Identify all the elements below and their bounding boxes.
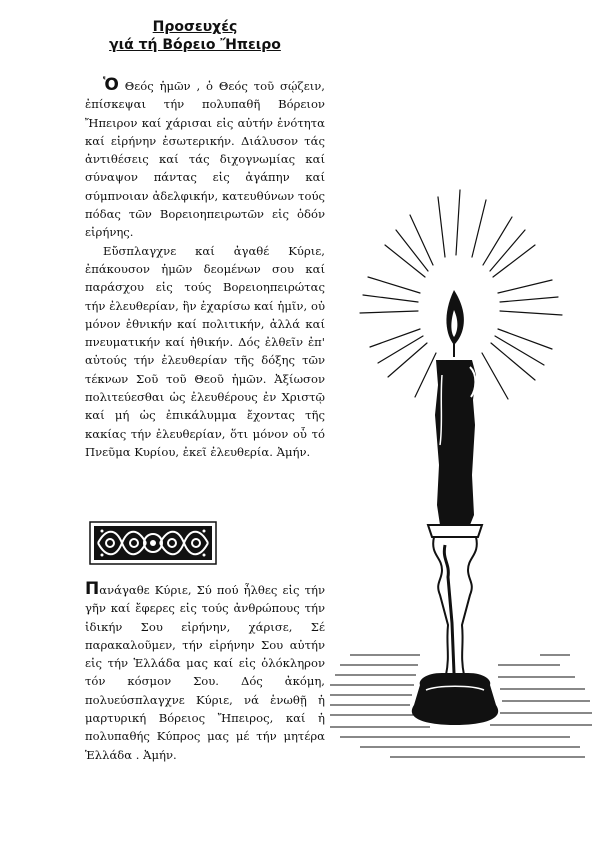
title-line-2: γιά τή Βόρειο Ἤπειρο: [109, 37, 281, 53]
prayer-peace: [85, 580, 325, 764]
candle-illustration-icon: [330, 185, 595, 785]
title-line-1: Προσευχές: [152, 19, 238, 35]
prayer2-paragraph-1-text: ανάγαθε Κύριε, Σύ πού ἦλθες εἰς τήν γῆν καί ἔφερες εἰς τούς ἀνθρώπους τήν ἰδικήν Σου εἰρήνην, χάρισε, Σέ παρακαλοῦμεν, τήν εἰρήνην Σου αὐτήν εἰς τήν Ἑλλάδα μας καί εἰς ὁλόκληρον τόν κόσμον Σου. Δός ἀκόμη, πολυεύσπλαγχνε Κύριε, νά ἑνωθῇ ἡ μαρτυρική Βόρειος Ἤπειρος, καί ἡ πολυπαθής Κύπρος μας μέ τήν μητέρα Ἑλλάδα . Ἀμήν.: [85, 583, 325, 762]
prayer2-dropcap: Π: [85, 579, 100, 599]
scroll-ornament-icon: [88, 518, 218, 568]
page-title: [70, 18, 320, 54]
prayer-north-epirus: [85, 76, 325, 461]
prayer1-dropcap: Ὁ: [103, 75, 119, 95]
prayer1-paragraph-1-text: Θεός ἡμῶν , ὁ Θεός τοῦ σῴζειν, ἐπίσκεψαι τήν πολυπαθῆ Βόρειον Ἤπειρον καί χάρισαι εἰς αὐτήν ἑνότητα καί εἰρήνην ἐσωτερικήν. Διάλυσον τάς ἀντιθέσεις καί τάς διχογνωμίας καί σύναψον πάντας εἰς ἀγάπην καί σύμπνοιαν ἀδελφικήν, κατευθύνων τούς πόδας τῶν Βορειοηπειρωτῶν εἰς ὁδόν εἰρήνης.: [85, 79, 325, 240]
prayer1-paragraph-2: Εὔσπλαγχνε καί ἀγαθέ Κύριε, ἐπάκουσον ἡμῶν δεομένων σου καί παράσχου εἰς τούς Βορειοηπειρώτας τήν ἐλευθερίαν, ἣν ἐχαρίσω καί ἡμῖν, οὐ μόνον ἐθνικήν καί πολιτικήν, ἀλλά καί πνευματικήν καί ἠθικήν. Δός ἐλθεῖν ἐπ' αὐτούς τήν ἐλευθερίαν τῆς δόξης τῶν τέκνων Σοῦ τοῦ Θεοῦ ἡμῶν. Ἀξίωσον πολιτεύεσθαι ὡς ἐλευθέρους ἐν Χριστῷ καί μή ὡς ἐπικάλυμμα ἔχοντας τῆς κακίας τήν ἐλευθερίαν, ὅτι μόνον οὗ τό Πνεῦμα Κυρίου, ἐκεῖ ἐλευθερία. Ἀμήν.: [85, 243, 325, 459]
prayer1-paragraph-1: [85, 76, 325, 242]
prayer2-paragraph-1: [85, 580, 325, 764]
